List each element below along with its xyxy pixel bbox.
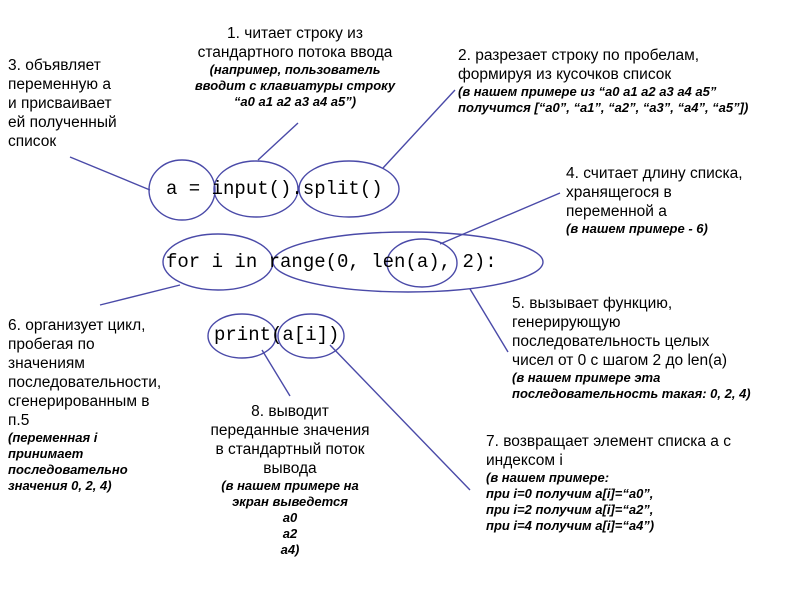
note-8-text-1: переданные значения: [210, 422, 370, 439]
note-2: [458, 46, 793, 116]
note-7-text-0: 7. возвращает элемент списка a с: [486, 433, 731, 450]
note-7-text-1: индексом i: [486, 452, 563, 469]
note-7-sub-2: при i=2 получим a[i]=“a2”,: [486, 502, 654, 517]
note-6-text-5: п.5: [8, 412, 30, 429]
code-line-print: print(a[i]): [214, 324, 340, 346]
note-8-sub-0: (в нашем примере на: [221, 478, 359, 493]
note-8-text-0: 8. выводит: [251, 403, 329, 420]
note-4: [566, 164, 791, 237]
connector-8: [262, 350, 290, 396]
note-6-text-3: последовательности,: [8, 374, 162, 391]
note-6-text-2: значениям: [8, 355, 85, 372]
note-8-sub-4: a4): [280, 542, 300, 557]
note-5-text-1: генерирующую: [512, 314, 621, 331]
note-6-text-1: пробегая по: [8, 336, 95, 353]
note-7-sub-1: при i=0 получим a[i]=“a0”,: [486, 486, 654, 501]
note-8-sub-3: a2: [282, 526, 298, 541]
note-5-text-2: последовательность целых: [512, 333, 710, 350]
note-2-sub-0: (в нашем примере из “a0 a1 a2 a3 a4 a5”: [458, 84, 717, 99]
note-4-text-2: переменной a: [566, 203, 667, 220]
note-7-sub-3: при i=4 получим a[i]=“a4”): [486, 518, 655, 533]
connector-6: [100, 285, 180, 305]
note-5-text-3: чисел от 0 с шагом 2 до len(a): [512, 352, 728, 369]
note-2-text-0: 2. разрезает строку по пробелам,: [458, 47, 700, 64]
note-5-sub-1: последовательность такая: 0, 2, 4): [512, 386, 751, 401]
note-6-text-0: 6. организует цикл,: [8, 317, 146, 334]
note-6-text-4: сгенерированным в: [8, 393, 150, 410]
note-2-text-1: формируя из кусочков список: [458, 66, 672, 83]
note-6-sub-0: (переменная i: [8, 430, 98, 445]
code-line-for-loop: for i in range(0, len(a), 2):: [166, 251, 497, 273]
note-8-text-2: в стандартный поток: [215, 441, 365, 458]
note-1-sub-2: “a0 a1 a2 a3 a4 a5”): [233, 94, 357, 109]
note-3-text-4: список: [8, 133, 57, 150]
note-3-text-3: ей полученный: [8, 114, 117, 131]
note-1-text-1: стандартного потока ввода: [197, 44, 393, 61]
note-1: [170, 24, 420, 110]
connector-5: [470, 289, 508, 352]
note-5-sub-0: (в нашем примере эта: [512, 370, 661, 385]
note-1-text-0: 1. читает строку из: [227, 25, 363, 42]
note-8-sub-1: экран выведется: [232, 494, 348, 509]
note-6-sub-1: принимает: [8, 446, 84, 461]
note-8: [190, 402, 390, 558]
note-4-sub-0: (в нашем примере - 6): [566, 221, 708, 236]
note-8-sub-2: a0: [282, 510, 298, 525]
note-3-text-0: 3. объявляет: [8, 57, 101, 74]
note-7: [486, 432, 786, 534]
note-6-sub-2: последовательно: [8, 462, 128, 477]
connector-4: [440, 193, 560, 244]
note-4-text-0: 4. считает длину списка,: [566, 165, 743, 182]
note-4-text-1: хранящегося в: [566, 184, 672, 201]
note-1-sub-0: (например, пользователь: [209, 62, 381, 77]
note-7-sub-0: (в нашем примере:: [486, 470, 610, 485]
note-6: [8, 316, 188, 494]
note-8-text-3: вывода: [263, 460, 317, 477]
note-5: [512, 294, 792, 402]
note-6-sub-3: значения 0, 2, 4): [8, 478, 112, 493]
note-3-text-1: переменную a: [8, 76, 111, 93]
note-5-text-0: 5. вызывает функцию,: [512, 295, 673, 312]
code-line-assignment: a = input().split(): [166, 178, 383, 200]
note-1-sub-1: вводит с клавиатуры строку: [194, 78, 396, 93]
note-2-sub-1: получится [“a0”, “a1”, “a2”, “a3”, “a4”, “a5”]): [458, 100, 749, 115]
note-3: [8, 56, 148, 151]
connector-1: [258, 123, 298, 160]
note-3-text-2: и присваивает: [8, 95, 112, 112]
connector-3: [70, 157, 150, 190]
